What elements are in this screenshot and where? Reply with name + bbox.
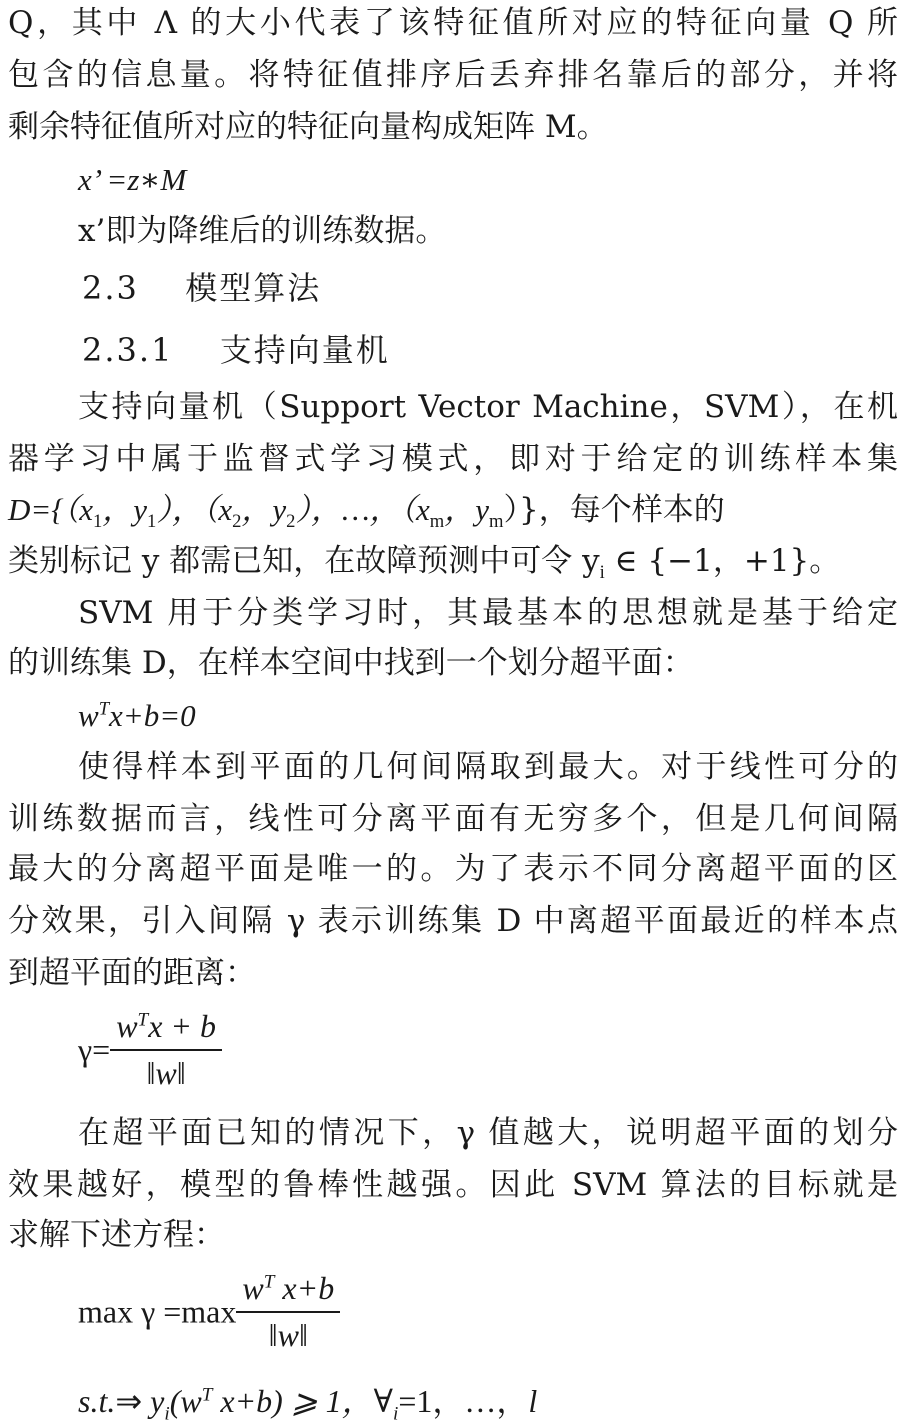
- fraction-denominator: ‖w‖: [146, 1055, 186, 1091]
- transpose: T: [201, 1384, 213, 1406]
- section-title: 支持向量机: [219, 331, 390, 369]
- sub: i: [599, 562, 605, 584]
- svm-idea-line-2: 的训练集 D，在样本空间中找到一个划分超平面：: [8, 645, 694, 681]
- pca-text-line-4: x’即为降维后的训练数据。: [78, 213, 447, 249]
- dataset-close: ）}，每个样本的: [503, 492, 725, 528]
- svm-intro-line-3: [8, 492, 725, 533]
- numerator-rest: x+b: [274, 1270, 335, 1306]
- section-number: 2.3: [82, 269, 139, 307]
- transpose: T: [263, 1271, 275, 1293]
- w: w: [78, 698, 99, 733]
- pca-text-line-3: 剩余特征值所对应的特征向量构成矩阵 M。: [8, 109, 608, 145]
- sep: ，y: [241, 492, 287, 527]
- section-2-3-heading: [82, 269, 322, 307]
- svm-intro-line-2: 器学习中属于监督式学习模式，即对于给定的训练样本集: [8, 441, 898, 477]
- y: y: [150, 1383, 165, 1419]
- gamma-lhs: γ=: [78, 1031, 111, 1068]
- pca-text-line-2: 包含的信息量。将特征值排序后丢弃排名靠后的部分，并将: [8, 57, 898, 93]
- formula-rest: x+b=0: [109, 698, 196, 733]
- margin-line-4: 分效果，引入间隔 γ 表示训练集 D 中离超平面最近的样本点: [8, 903, 898, 939]
- svm-intro-line-1: 支持向量机（Support Vector Machine，SVM），在机: [78, 389, 898, 425]
- fraction-numerator: [236, 1270, 340, 1313]
- sep: ），…，（x: [295, 492, 430, 527]
- objective-line-3: 求解下述方程：: [8, 1217, 225, 1253]
- sep: ，y: [444, 492, 490, 527]
- implies-arrow: ⇒: [115, 1383, 151, 1419]
- fraction-denominator: ‖w‖: [268, 1317, 308, 1353]
- sub: 1: [147, 511, 157, 533]
- pca-formula: x’ =z∗M: [78, 162, 187, 197]
- sub: 1: [92, 511, 103, 533]
- w: w: [116, 1008, 138, 1044]
- margin-line-2: 训练数据而言，线性可分离平面有无穷多个，但是几何间隔: [8, 801, 898, 837]
- margin-line-1: 使得样本到平面的几何间隔取到最大。对于线性可分的: [78, 749, 898, 785]
- sub: 2: [286, 511, 296, 533]
- max-formula: [78, 1270, 340, 1354]
- max-lhs: max γ =max: [78, 1293, 237, 1330]
- sub: i: [392, 1403, 399, 1424]
- fraction-numerator: [110, 1008, 222, 1051]
- section-2-3-1-heading: [82, 331, 390, 369]
- svm-idea-line-1: SVM 用于分类学习时，其最基本的思想就是基于给定: [78, 595, 898, 631]
- sub: m: [489, 511, 504, 533]
- constraint-formula: [78, 1376, 537, 1422]
- margin-line-3: 最大的分离超平面是唯一的。为了表示不同分离超平面的区: [8, 851, 898, 887]
- l: l: [528, 1383, 538, 1419]
- objective-line-2: 效果越好，模型的鲁棒性越强。因此 SVM 算法的目标就是: [8, 1167, 898, 1203]
- label-text: 类别标记 y 都需已知，在故障预测中可令 y: [8, 543, 600, 579]
- range: =1，…，: [398, 1383, 529, 1419]
- svm-intro-line-4: [8, 543, 841, 584]
- sub: m: [429, 511, 445, 533]
- gamma-formula: [78, 1008, 222, 1092]
- section-number: 2.3.1: [82, 331, 174, 369]
- pca-text-line-1: Q，其中 Λ 的大小代表了该特征值所对应的特征向量 Q 所: [8, 5, 898, 41]
- label-set: ∈ {−1，+1}。: [604, 543, 841, 579]
- transpose: T: [137, 1009, 149, 1031]
- dataset-open: D={（x: [8, 492, 93, 527]
- hyperplane-formula: [78, 700, 196, 731]
- max-fraction: [236, 1270, 340, 1354]
- sep: ，y: [102, 492, 148, 527]
- w: w: [242, 1270, 264, 1306]
- paren-open: (w: [169, 1383, 202, 1419]
- subject-to: s.t.: [78, 1383, 116, 1419]
- sub: 2: [232, 511, 242, 533]
- section-title: 模型算法: [185, 269, 322, 307]
- sub: i: [164, 1403, 170, 1424]
- transpose: T: [98, 698, 110, 720]
- paren-rest: x+b) ⩾ 1，∀: [212, 1383, 393, 1419]
- margin-line-5: 到超平面的距离：: [8, 955, 256, 991]
- objective-line-1: 在超平面已知的情况下，γ 值越大，说明超平面的划分: [78, 1115, 898, 1151]
- gamma-fraction: [110, 1008, 222, 1092]
- numerator-rest: x + b: [148, 1008, 216, 1044]
- sep: ），（x: [156, 492, 233, 527]
